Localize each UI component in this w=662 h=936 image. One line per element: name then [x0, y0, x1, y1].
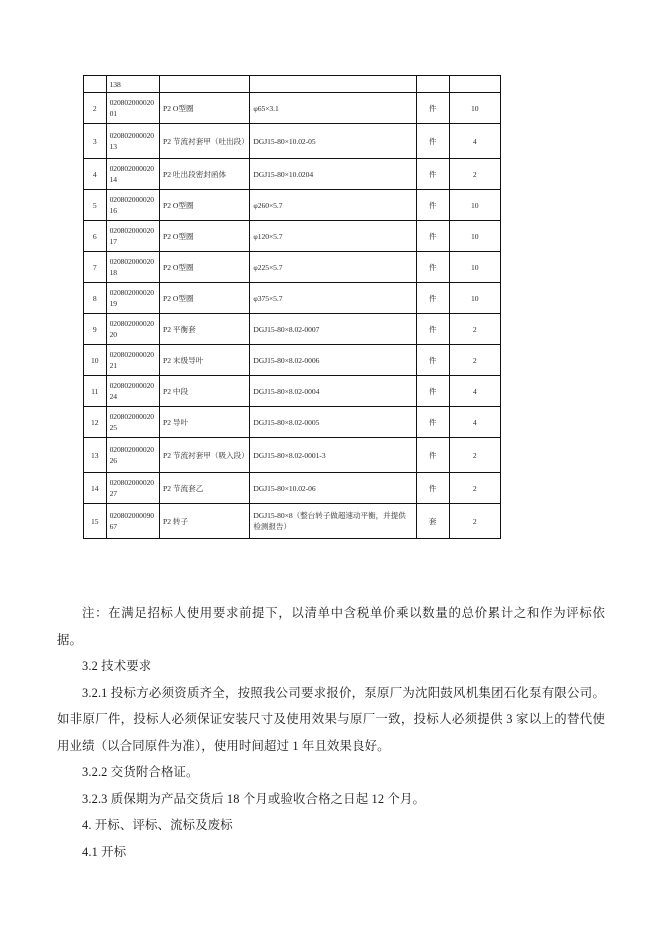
cell-index: 14 — [84, 473, 107, 504]
cell-quantity: 2 — [449, 473, 500, 504]
table-row — [84, 124, 501, 159]
cell-material-code: 02080200002017 — [106, 221, 159, 252]
cell-material-code: 02080200002024 — [106, 376, 159, 407]
table-row — [84, 159, 501, 190]
cell-material-name: P2 O型圈 — [160, 283, 250, 314]
cell-index: 7 — [84, 252, 107, 283]
cell-unit: 件 — [416, 345, 449, 376]
cell-material-code: 02080200002019 — [106, 283, 159, 314]
table-row — [84, 345, 501, 376]
cell-quantity: 10 — [449, 252, 500, 283]
paragraph: 4.1 开标 — [82, 844, 127, 859]
cell-material-code: 02080200002026 — [106, 438, 159, 473]
cell-material-code: 02080200002016 — [106, 190, 159, 221]
table-row — [84, 473, 501, 504]
cell-index: 9 — [84, 314, 107, 345]
paragraph: 3.2 技术要求 — [82, 659, 152, 673]
paragraph: 注：在满足招标人使用要求前提下，以清单中含税单价乘以数量的总价累计之和作为评标依据。 — [57, 606, 605, 647]
cell-quantity: 10 — [449, 93, 500, 124]
cell-specification: φ260×5.7 — [250, 190, 416, 221]
table-row — [84, 407, 501, 438]
cell-material-name: P2 O型圈 — [160, 221, 250, 252]
paragraph: 3.2.3 质保期为产品交货后 18 个月或验收合格之日起 12 个月。 — [82, 791, 426, 806]
cell-unit: 件 — [416, 190, 449, 221]
cell-specification: φ65×3.1 — [250, 93, 416, 124]
cell-material-code: 02080200002025 — [106, 407, 159, 438]
table-row — [84, 376, 501, 407]
cell-index: 3 — [84, 124, 107, 159]
cell-material-name: P2 平衡套 — [160, 314, 250, 345]
cell-specification: DGJ15-80×8.02-0001-3 — [250, 438, 416, 473]
table-row — [84, 314, 501, 345]
table-row — [84, 504, 501, 539]
cell-quantity: 10 — [449, 221, 500, 252]
cell-material-name: P2 末级导叶 — [160, 345, 250, 376]
cell-specification: DGJ15-80×8.02-0004 — [250, 376, 416, 407]
cell-specification: DGJ15-80×8（整台转子做超速动平衡，并提供检测报告） — [250, 504, 416, 539]
cell-material-name: P2 节流衬套甲（吐出段） — [160, 124, 250, 159]
cell-material-name: P2 节流衬套甲（吸入段） — [160, 438, 250, 473]
paragraph: 4. 开标、评标、流标及废标 — [82, 818, 233, 832]
cell-unit: 套 — [416, 504, 449, 539]
paragraph: 3.2.1 投标方必须资质齐全，按照我公司要求报价，泵原厂为沈阳鼓风机集团石化泵有限公司。如非原厂件，投标人必须保证安装尺寸及使用效果与原厂一致，投标人必须提供 3 家以上的替代使用业绩（以合同原件为准），使用时间超过 1 年且效果良好。 — [57, 685, 605, 753]
cell-index: 10 — [84, 345, 107, 376]
cell-material-name: P2 O型圈 — [160, 93, 250, 124]
cell-index: 8 — [84, 283, 107, 314]
cell-unit: 件 — [416, 283, 449, 314]
cell-unit: 件 — [416, 159, 449, 190]
cell-quantity: 2 — [449, 345, 500, 376]
table-body — [84, 76, 501, 539]
cell-index: 12 — [84, 407, 107, 438]
cell-unit: 件 — [416, 376, 449, 407]
cell-specification: DGJ15-80×10.0204 — [250, 159, 416, 190]
cell-unit: 件 — [416, 314, 449, 345]
cell-material-code: 02080200002027 — [106, 473, 159, 504]
cell-unit: 件 — [416, 93, 449, 124]
table-row — [84, 252, 501, 283]
table-row — [84, 283, 501, 314]
cell-specification: DGJ15-80×8.02-0007 — [250, 314, 416, 345]
cell-index: 11 — [84, 376, 107, 407]
cell-material-code: 02080200002001 — [106, 93, 159, 124]
cell-quantity: 2 — [449, 504, 500, 539]
cell-material-name: P2 O型圈 — [160, 252, 250, 283]
cell-material-code: 02080200002021 — [106, 345, 159, 376]
cell-specification: DGJ15-80×8.02-0005 — [250, 407, 416, 438]
parts-list-table-container — [83, 75, 501, 539]
cell-material-name: P2 导叶 — [160, 407, 250, 438]
cell-specification: DGJ15-80×10.02-05 — [250, 124, 416, 159]
cell-unit: 件 — [416, 473, 449, 504]
cell-quantity: 4 — [449, 124, 500, 159]
cell-material-code: 02080200002018 — [106, 252, 159, 283]
cell-specification: DGJ15-80×8.02-0006 — [250, 345, 416, 376]
cell-unit: 件 — [416, 124, 449, 159]
cell-material-name: P2 中段 — [160, 376, 250, 407]
cell-material-name: P2 节流套乙 — [160, 473, 250, 504]
cell-index: 5 — [84, 190, 107, 221]
table-row — [84, 93, 501, 124]
cell-quantity: 2 — [449, 314, 500, 345]
cell-quantity: 4 — [449, 376, 500, 407]
cell-quantity: 4 — [449, 407, 500, 438]
table-row — [84, 190, 501, 221]
cell-specification: φ120×5.7 — [250, 221, 416, 252]
table-row-continuation — [84, 76, 501, 93]
cell-quantity: 10 — [449, 190, 500, 221]
cell-specification: DGJ15-80×10.02-06 — [250, 473, 416, 504]
cell-material-code: 138 — [106, 76, 159, 93]
cell-unit: 件 — [416, 221, 449, 252]
cell-material-code: 02080200002013 — [106, 124, 159, 159]
cell-quantity — [449, 76, 500, 93]
cell-specification: φ225×5.7 — [250, 252, 416, 283]
cell-unit: 件 — [416, 438, 449, 473]
cell-index — [84, 76, 107, 93]
cell-unit: 件 — [416, 252, 449, 283]
table-row — [84, 438, 501, 473]
cell-index: 2 — [84, 93, 107, 124]
cell-material-code: 02080200009067 — [106, 504, 159, 539]
cell-index: 13 — [84, 438, 107, 473]
cell-material-code: 02080200002020 — [106, 314, 159, 345]
cell-index: 6 — [84, 221, 107, 252]
cell-index: 4 — [84, 159, 107, 190]
table-row — [84, 221, 501, 252]
cell-quantity: 2 — [449, 159, 500, 190]
cell-material-name — [160, 76, 250, 93]
cell-quantity: 10 — [449, 283, 500, 314]
cell-quantity: 2 — [449, 438, 500, 473]
cell-material-name: P2 O型圈 — [160, 190, 250, 221]
cell-material-code: 02080200002014 — [106, 159, 159, 190]
cell-material-name: P2 转子 — [160, 504, 250, 539]
paragraph: 3.2.2 交货附合格证。 — [82, 765, 199, 779]
parts-list-table — [83, 75, 501, 539]
cell-unit — [416, 76, 449, 93]
cell-material-name: P2 吐出段密封函体 — [160, 159, 250, 190]
document-body-text — [57, 600, 605, 865]
cell-specification: φ375×5.7 — [250, 283, 416, 314]
cell-unit: 件 — [416, 407, 449, 438]
cell-index: 15 — [84, 504, 107, 539]
cell-specification — [250, 76, 416, 93]
